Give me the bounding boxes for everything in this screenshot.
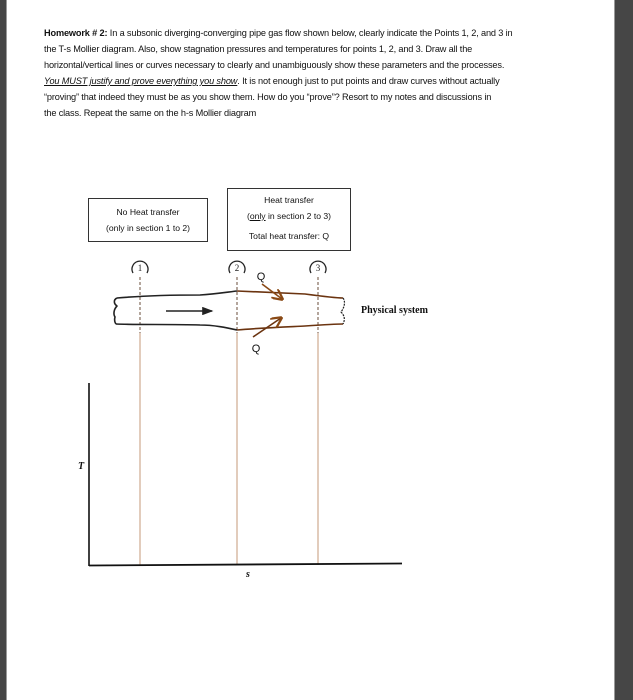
pipe-outlet: [341, 298, 344, 324]
t-axis-label: T: [78, 461, 85, 472]
prompt-line-5: “proving” that indeed they must be as you show them. How do you “prove”? Resort to my notes and discussions in: [44, 92, 492, 102]
prompt-line-4: You MUST justify and prove everything you show. It is not enough just to put points and draw curves without actually: [44, 76, 500, 86]
total-heat-label: Total heat transfer: Q: [248, 231, 330, 241]
heat-title: Heat transfer: [264, 195, 314, 205]
s-axis-label: s: [246, 569, 250, 580]
heat-label-top: Q: [256, 271, 266, 283]
station-marker-3: [310, 261, 326, 273]
heat-label-bottom: Q: [251, 343, 261, 355]
station-lines: [140, 277, 318, 565]
station-3-label: 3: [315, 263, 321, 273]
station-marker-1: [132, 261, 148, 273]
heat-subtitle: (only in section 2 to 3): [246, 211, 332, 221]
prompt-line-1: Homework # 2: In a subsonic diverging-converging pipe gas flow shown below, clearly indicate the Points 1, 2, and 3 in: [44, 28, 513, 38]
emphasis-text: You MUST justify and prove everything you show: [44, 76, 238, 86]
ts-axes: [89, 383, 402, 566]
no-heat-title: No Heat transfer: [116, 207, 180, 217]
station-marker-2: [229, 261, 245, 273]
station-2-label: 2: [234, 263, 240, 273]
station-1-label: 1: [137, 263, 143, 273]
prompt-line-6: the class. Repeat the same on the h-s Mollier diagram: [44, 108, 257, 118]
prompt-line-3: horizontal/vertical lines or curves necessary to clearly and unambiguously show these parameters and the processes.: [44, 60, 505, 70]
no-heat-subtitle: (only in section 1 to 2): [105, 223, 191, 233]
prompt-line-2: the T-s Mollier diagram. Also, show stagnation pressures and temperatures for points 1, 2, and 3. Draw all the: [44, 44, 473, 54]
physical-system-label: Physical system: [361, 305, 428, 316]
homework-heading: Homework # 2:: [44, 28, 108, 38]
pipe-section-2-3: [237, 291, 343, 330]
